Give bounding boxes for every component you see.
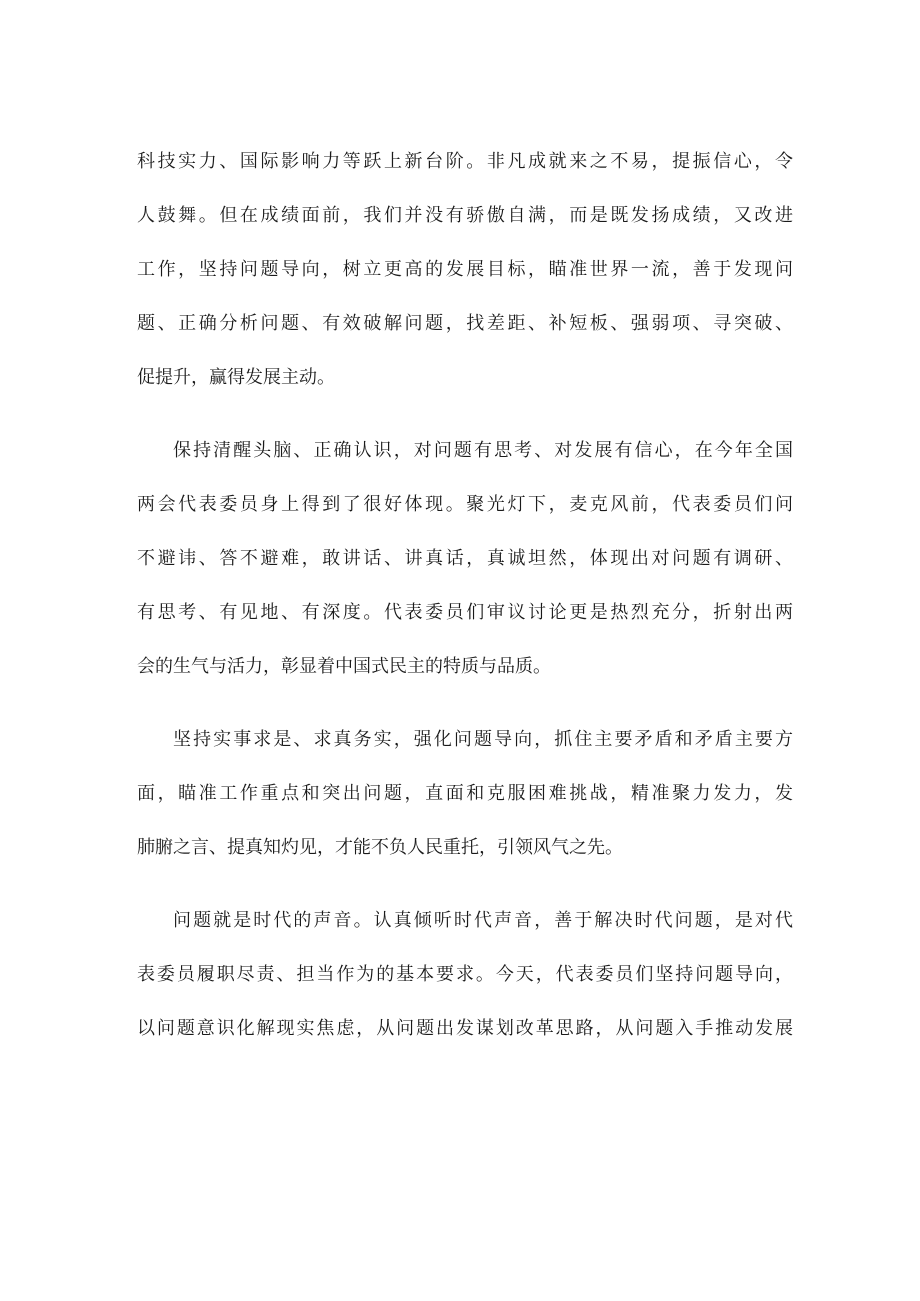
text-line: 面，瞄准工作重点和突出问题，直面和克服困难挑战，精准聚力发力，发: [137, 783, 793, 804]
text-line: 不避讳、答不避难，敢讲话、讲真话，真诚坦然，体现出对问题有调研、: [137, 548, 793, 569]
paragraph-4: [137, 901, 793, 1049]
text-line: 有思考、有见地、有深度。代表委员们审议讨论更是热烈充分，折射出两: [137, 602, 793, 623]
document-body: [137, 142, 793, 1082]
text-line: 两会代表委员身上得到了很好体现。聚光灯下，麦克风前，代表委员们问: [137, 494, 793, 515]
text-line: 以问题意识化解现实焦虑，从问题出发谋划改革思路，从问题入手推动发展: [137, 1018, 793, 1039]
paragraph-3: [137, 720, 793, 868]
text-line: 题、正确分析问题、有效破解问题，找差距、补短板、强弱项、寻突破、: [137, 313, 793, 334]
text-line: 保持清醒头脑、正确认识，对问题有思考、对发展有信心，在今年全国: [173, 440, 793, 461]
text-line: 坚持实事求是、求真务实，强化问题导向，抓住主要矛盾和矛盾主要方: [173, 729, 793, 750]
text-line: 人鼓舞。但在成绩面前，我们并没有骄傲自满，而是既发扬成绩，又改进: [137, 205, 793, 226]
paragraph-1: [137, 142, 793, 398]
text-line: 肺腑之言、提真知灼见，才能不负人民重托，引领风气之先。: [137, 837, 623, 858]
text-line: 促提升，赢得发展主动。: [137, 367, 335, 388]
text-line: 会的生气与活力，彰显着中国式民主的特质与品质。: [137, 656, 551, 677]
text-line: 表委员履职尽责、担当作为的基本要求。今天，代表委员们坚持问题导向，: [137, 964, 793, 985]
text-line: 工作，坚持问题导向，树立更高的发展目标，瞄准世界一流，善于发现问: [137, 259, 793, 280]
text-line: 科技实力、国际影响力等跃上新台阶。非凡成就来之不易，提振信心，令: [137, 151, 793, 172]
paragraph-2: [137, 431, 793, 687]
text-line: 问题就是时代的声音。认真倾听时代声音，善于解决时代问题，是对代: [173, 910, 793, 931]
